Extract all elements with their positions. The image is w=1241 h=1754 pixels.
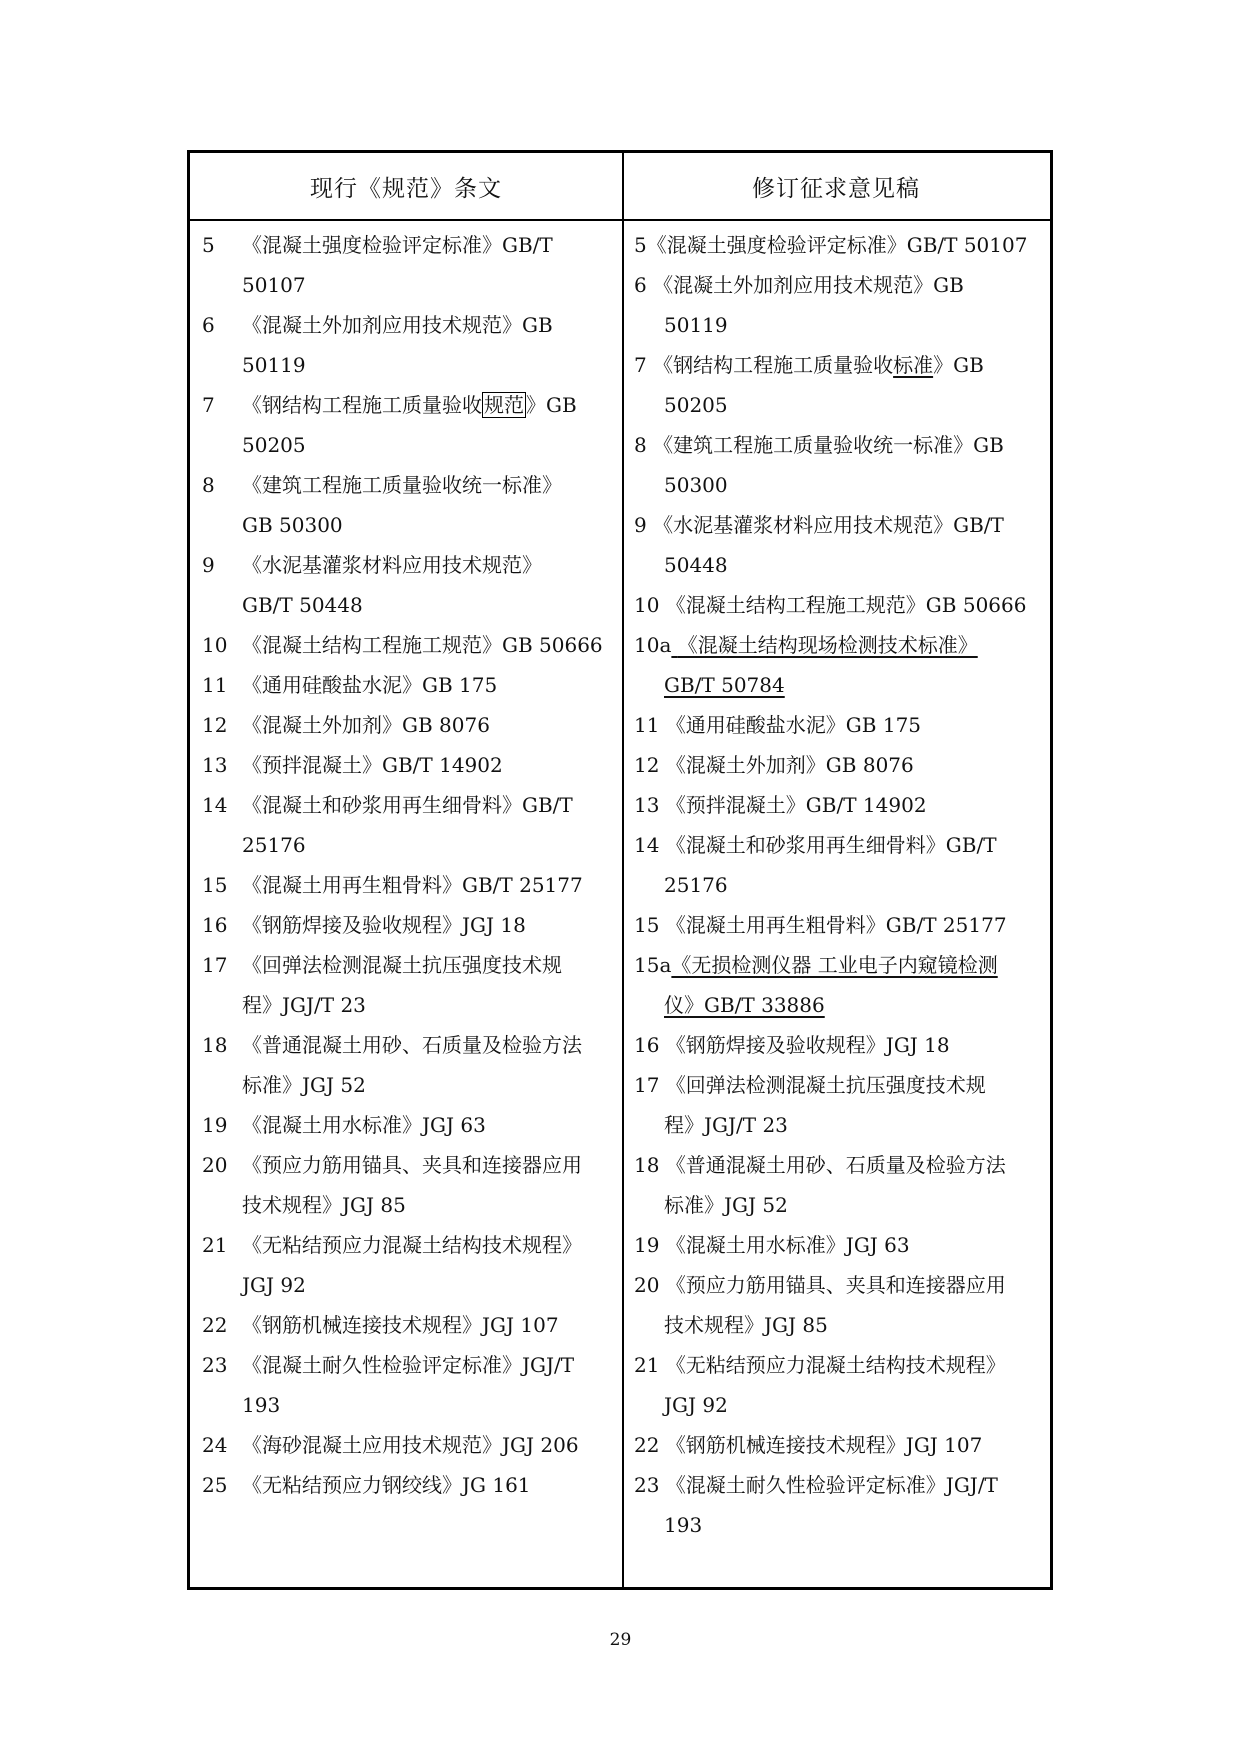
text-span: 《混凝土外加剂应用技术规范》GB xyxy=(242,313,553,337)
text-span: 21 xyxy=(202,1233,228,1257)
text-span: 《混凝土用水标准》JGJ 63 xyxy=(665,1233,910,1257)
text-span: 《钢筋机械连接技术规程》JGJ 107 xyxy=(242,1313,559,1337)
list-item-cont xyxy=(202,825,610,865)
text-span: 《混凝土外加剂应用技术规范》GB xyxy=(653,273,964,297)
text-span: 《混凝土耐久性检验评定标准》JGJ/T xyxy=(665,1473,998,1497)
header-current-clause: 现行《规范》条文 xyxy=(310,175,502,202)
text-span: 22 xyxy=(634,1433,660,1457)
list-item-cont xyxy=(634,385,1040,425)
text-span: 10 xyxy=(202,633,228,657)
list-item-cont xyxy=(202,1065,610,1105)
list-item xyxy=(634,585,1040,625)
text-span: 技术规程》JGJ 85 xyxy=(664,1313,828,1337)
text-span: 50205 xyxy=(664,393,728,417)
list-item xyxy=(202,625,610,665)
list-item xyxy=(634,1265,1040,1305)
text-span: 23 xyxy=(634,1473,660,1497)
list-item xyxy=(634,745,1040,785)
list-item-cont xyxy=(634,1305,1040,1345)
text-span: 16 xyxy=(202,913,228,937)
text-span: 《钢筋焊接及验收规程》JGJ 18 xyxy=(665,1033,950,1057)
list-item xyxy=(634,905,1040,945)
current-clause-column xyxy=(190,219,622,1505)
list-item xyxy=(202,1145,610,1185)
text-span: 12 xyxy=(202,713,228,737)
text-span: 20 xyxy=(634,1273,660,1297)
list-item-cont xyxy=(202,585,610,625)
text-span: 程》JGJ/T 23 xyxy=(242,993,366,1017)
text-span: 《通用硅酸盐水泥》GB 175 xyxy=(665,713,922,737)
list-item xyxy=(202,1345,610,1385)
list-item xyxy=(202,1105,610,1145)
text-span: 《预拌混凝土》GB/T 14902 xyxy=(242,753,503,777)
list-item xyxy=(202,1025,610,1065)
list-item-cont xyxy=(634,1105,1040,1145)
list-item xyxy=(202,545,610,585)
text-span: 11 xyxy=(634,713,660,737)
text-span: 50107 xyxy=(242,273,306,297)
list-item xyxy=(634,1025,1040,1065)
list-item-cont xyxy=(202,425,610,465)
text-span: 10a xyxy=(634,633,672,657)
text-span: 5 xyxy=(202,233,215,257)
list-item-cont xyxy=(634,305,1040,345)
text-span: 技术规程》JGJ 85 xyxy=(242,1193,406,1217)
text-span: 18 xyxy=(202,1033,228,1057)
table-header xyxy=(190,153,1050,221)
text-span: 《无粘结预应力混凝土结构技术规程》 xyxy=(665,1353,1006,1377)
text-span: 15a xyxy=(634,953,672,977)
text-span: 9 xyxy=(634,513,647,537)
text-span: 《混凝土强度检验评定标准》GB/T xyxy=(242,233,553,257)
text-span: 《混凝土用水标准》JGJ 63 xyxy=(242,1113,486,1137)
list-item xyxy=(202,905,610,945)
revision-draft-column xyxy=(624,219,1050,1545)
list-item xyxy=(634,425,1040,465)
text-span: 《回弹法检测混凝土抗压强度技术规 xyxy=(665,1073,986,1097)
text-span: 《混凝土耐久性检验评定标准》JGJ/T xyxy=(242,1353,575,1377)
text-span: 6 xyxy=(634,273,647,297)
text-span: 15 xyxy=(634,913,660,937)
text-span: 14 xyxy=(634,833,660,857)
text-span: 《混凝土结构工程施工规范》GB 50666 xyxy=(242,633,603,657)
text-span: 13 xyxy=(202,753,228,777)
text-span: 14 xyxy=(202,793,228,817)
list-item-cont xyxy=(634,1505,1040,1545)
text-span: 《水泥基灌浆材料应用技术规范》 xyxy=(242,553,542,577)
text-span: 《混凝土和砂浆用再生细骨料》GB/T xyxy=(242,793,573,817)
text-span: 12 xyxy=(634,753,660,777)
list-item xyxy=(634,1225,1040,1265)
text-span: 7 xyxy=(202,393,215,417)
text-span: 《水泥基灌浆材料应用技术规范》GB/T xyxy=(653,513,1004,537)
text-span: 《混凝土和砂浆用再生细骨料》GB/T xyxy=(665,833,997,857)
text-span: 程》JGJ/T 23 xyxy=(664,1113,788,1137)
list-item-cont xyxy=(634,1385,1040,1425)
list-item xyxy=(634,265,1040,305)
list-item xyxy=(634,1145,1040,1185)
text-span: 24 xyxy=(202,1433,228,1457)
text-span: 18 xyxy=(634,1153,660,1177)
list-item xyxy=(202,1225,610,1265)
text-span: GB 50300 xyxy=(242,513,343,537)
text-span: 8 xyxy=(202,473,215,497)
text-span: 25176 xyxy=(242,833,306,857)
text-span: GB/T 50448 xyxy=(242,593,363,617)
text-span: 20 xyxy=(202,1153,228,1177)
list-item-cont xyxy=(634,1185,1040,1225)
text-span: 16 xyxy=(634,1033,660,1057)
text-span: GB/T 50784 xyxy=(664,673,785,697)
text-span: 19 xyxy=(202,1113,228,1137)
text-span: 13 xyxy=(634,793,660,817)
list-item xyxy=(634,345,1040,385)
text-span: 》GB xyxy=(933,353,984,377)
list-item-cont xyxy=(202,265,610,305)
text-span: 《混凝土外加剂》GB 8076 xyxy=(665,753,914,777)
text-span: 《普通混凝土用砂、石质量及检验方法 xyxy=(665,1153,1006,1177)
added-item-cont xyxy=(634,985,1040,1025)
text-span: 193 xyxy=(242,1393,281,1417)
header-revision-draft: 修订征求意见稿 xyxy=(752,175,920,202)
list-item xyxy=(202,705,610,745)
text-span: 《无粘结预应力钢绞线》JG 161 xyxy=(242,1473,531,1497)
text-span: 《建筑工程施工质量验收统一标准》 xyxy=(242,473,562,497)
text-span: 15 xyxy=(202,873,228,897)
list-item xyxy=(202,1305,610,1345)
text-span: 22 xyxy=(202,1313,228,1337)
added-item xyxy=(634,625,1040,665)
text-span: 《混凝土结构工程施工规范》GB 50666 xyxy=(665,593,1027,617)
list-item-cont xyxy=(634,545,1040,585)
boxed-term: 规范 xyxy=(484,393,524,417)
text-span: 《钢结构工程施工质量验收 xyxy=(653,353,894,377)
list-item xyxy=(202,385,610,425)
added-item-cont xyxy=(634,665,1040,705)
text-span: 21 xyxy=(634,1353,660,1377)
list-item xyxy=(202,305,610,345)
list-item xyxy=(634,225,1040,265)
text-span: 《预应力筋用锚具、夹具和连接器应用 xyxy=(665,1273,1006,1297)
text-span: 仪》GB/T 33886 xyxy=(664,993,825,1017)
text-span: 17 xyxy=(202,953,228,977)
revised-term: 标准 xyxy=(893,353,934,377)
text-span: 标准》JGJ 52 xyxy=(242,1073,366,1097)
text-span: 》GB xyxy=(526,393,577,417)
text-span: 《混凝土结构现场检测技术标准》 xyxy=(677,633,978,657)
text-span: 19 xyxy=(634,1233,660,1257)
list-item-cont xyxy=(634,465,1040,505)
text-span: 《海砂混凝土应用技术规范》JGJ 206 xyxy=(242,1433,579,1457)
text-span: 《混凝土用再生粗骨料》GB/T 25177 xyxy=(665,913,1007,937)
list-item-cont xyxy=(202,1265,610,1305)
list-item xyxy=(634,785,1040,825)
text-span: 8 xyxy=(634,433,647,457)
text-span: 23 xyxy=(202,1353,228,1377)
text-span: 《无粘结预应力混凝土结构技术规程》 xyxy=(242,1233,582,1257)
list-item xyxy=(634,505,1040,545)
list-item xyxy=(202,1465,610,1505)
text-span: 《建筑工程施工质量验收统一标准》GB xyxy=(653,433,1004,457)
list-item-cont xyxy=(202,1385,610,1425)
text-span: 《钢结构工程施工质量验收 xyxy=(242,393,482,417)
list-item-cont xyxy=(202,345,610,385)
list-item-cont xyxy=(202,1185,610,1225)
text-span: 《无损检测仪器 工业电子内窥镜检测 xyxy=(671,953,998,977)
list-item xyxy=(202,465,610,505)
text-span: 50119 xyxy=(242,353,306,377)
list-item xyxy=(202,1425,610,1465)
text-span: 50205 xyxy=(242,433,306,457)
added-item xyxy=(634,945,1040,985)
list-item xyxy=(634,705,1040,745)
text-span: 《回弹法检测混凝土抗压强度技术规 xyxy=(242,953,562,977)
list-item xyxy=(202,785,610,825)
text-span: 6 xyxy=(202,313,215,337)
page-number: 29 xyxy=(609,1630,632,1650)
list-item xyxy=(634,1465,1040,1505)
text-span: 50448 xyxy=(664,553,728,577)
text-span: 《预拌混凝土》GB/T 14902 xyxy=(665,793,927,817)
text-span: 《混凝土用再生粗骨料》GB/T 25177 xyxy=(242,873,583,897)
list-item-cont xyxy=(634,865,1040,905)
text-span: 9 xyxy=(202,553,215,577)
list-item-cont xyxy=(202,985,610,1025)
text-span: 50119 xyxy=(664,313,728,337)
text-span: 17 xyxy=(634,1073,660,1097)
list-item xyxy=(202,665,610,705)
text-span: 5《混凝土强度检验评定标准》GB/T 50107 xyxy=(634,233,1028,257)
list-item xyxy=(202,745,610,785)
list-item xyxy=(202,225,610,265)
text-span: 《钢筋焊接及验收规程》JGJ 18 xyxy=(242,913,526,937)
list-item xyxy=(634,1065,1040,1105)
text-span: 25 xyxy=(202,1473,228,1497)
text-span: 《通用硅酸盐水泥》GB 175 xyxy=(242,673,498,697)
list-item-cont xyxy=(202,505,610,545)
text-span: 标准》JGJ 52 xyxy=(664,1193,788,1217)
list-item xyxy=(634,1345,1040,1385)
text-span: 193 xyxy=(664,1513,703,1537)
comparison-table xyxy=(187,150,1053,1590)
text-span: 11 xyxy=(202,673,228,697)
text-span: 7 xyxy=(634,353,647,377)
text-span: 《混凝土外加剂》GB 8076 xyxy=(242,713,490,737)
list-item xyxy=(202,865,610,905)
text-span: 《钢筋机械连接技术规程》JGJ 107 xyxy=(665,1433,983,1457)
text-span: 《普通混凝土用砂、石质量及检验方法 xyxy=(242,1033,582,1057)
list-item xyxy=(634,825,1040,865)
text-span: JGJ 92 xyxy=(242,1273,306,1297)
text-span: 10 xyxy=(634,593,660,617)
text-span: JGJ 92 xyxy=(664,1393,728,1417)
list-item xyxy=(202,945,610,985)
text-span: 《预应力筋用锚具、夹具和连接器应用 xyxy=(242,1153,582,1177)
text-span: 50300 xyxy=(664,473,728,497)
list-item xyxy=(634,1425,1040,1465)
text-span: 25176 xyxy=(664,873,728,897)
